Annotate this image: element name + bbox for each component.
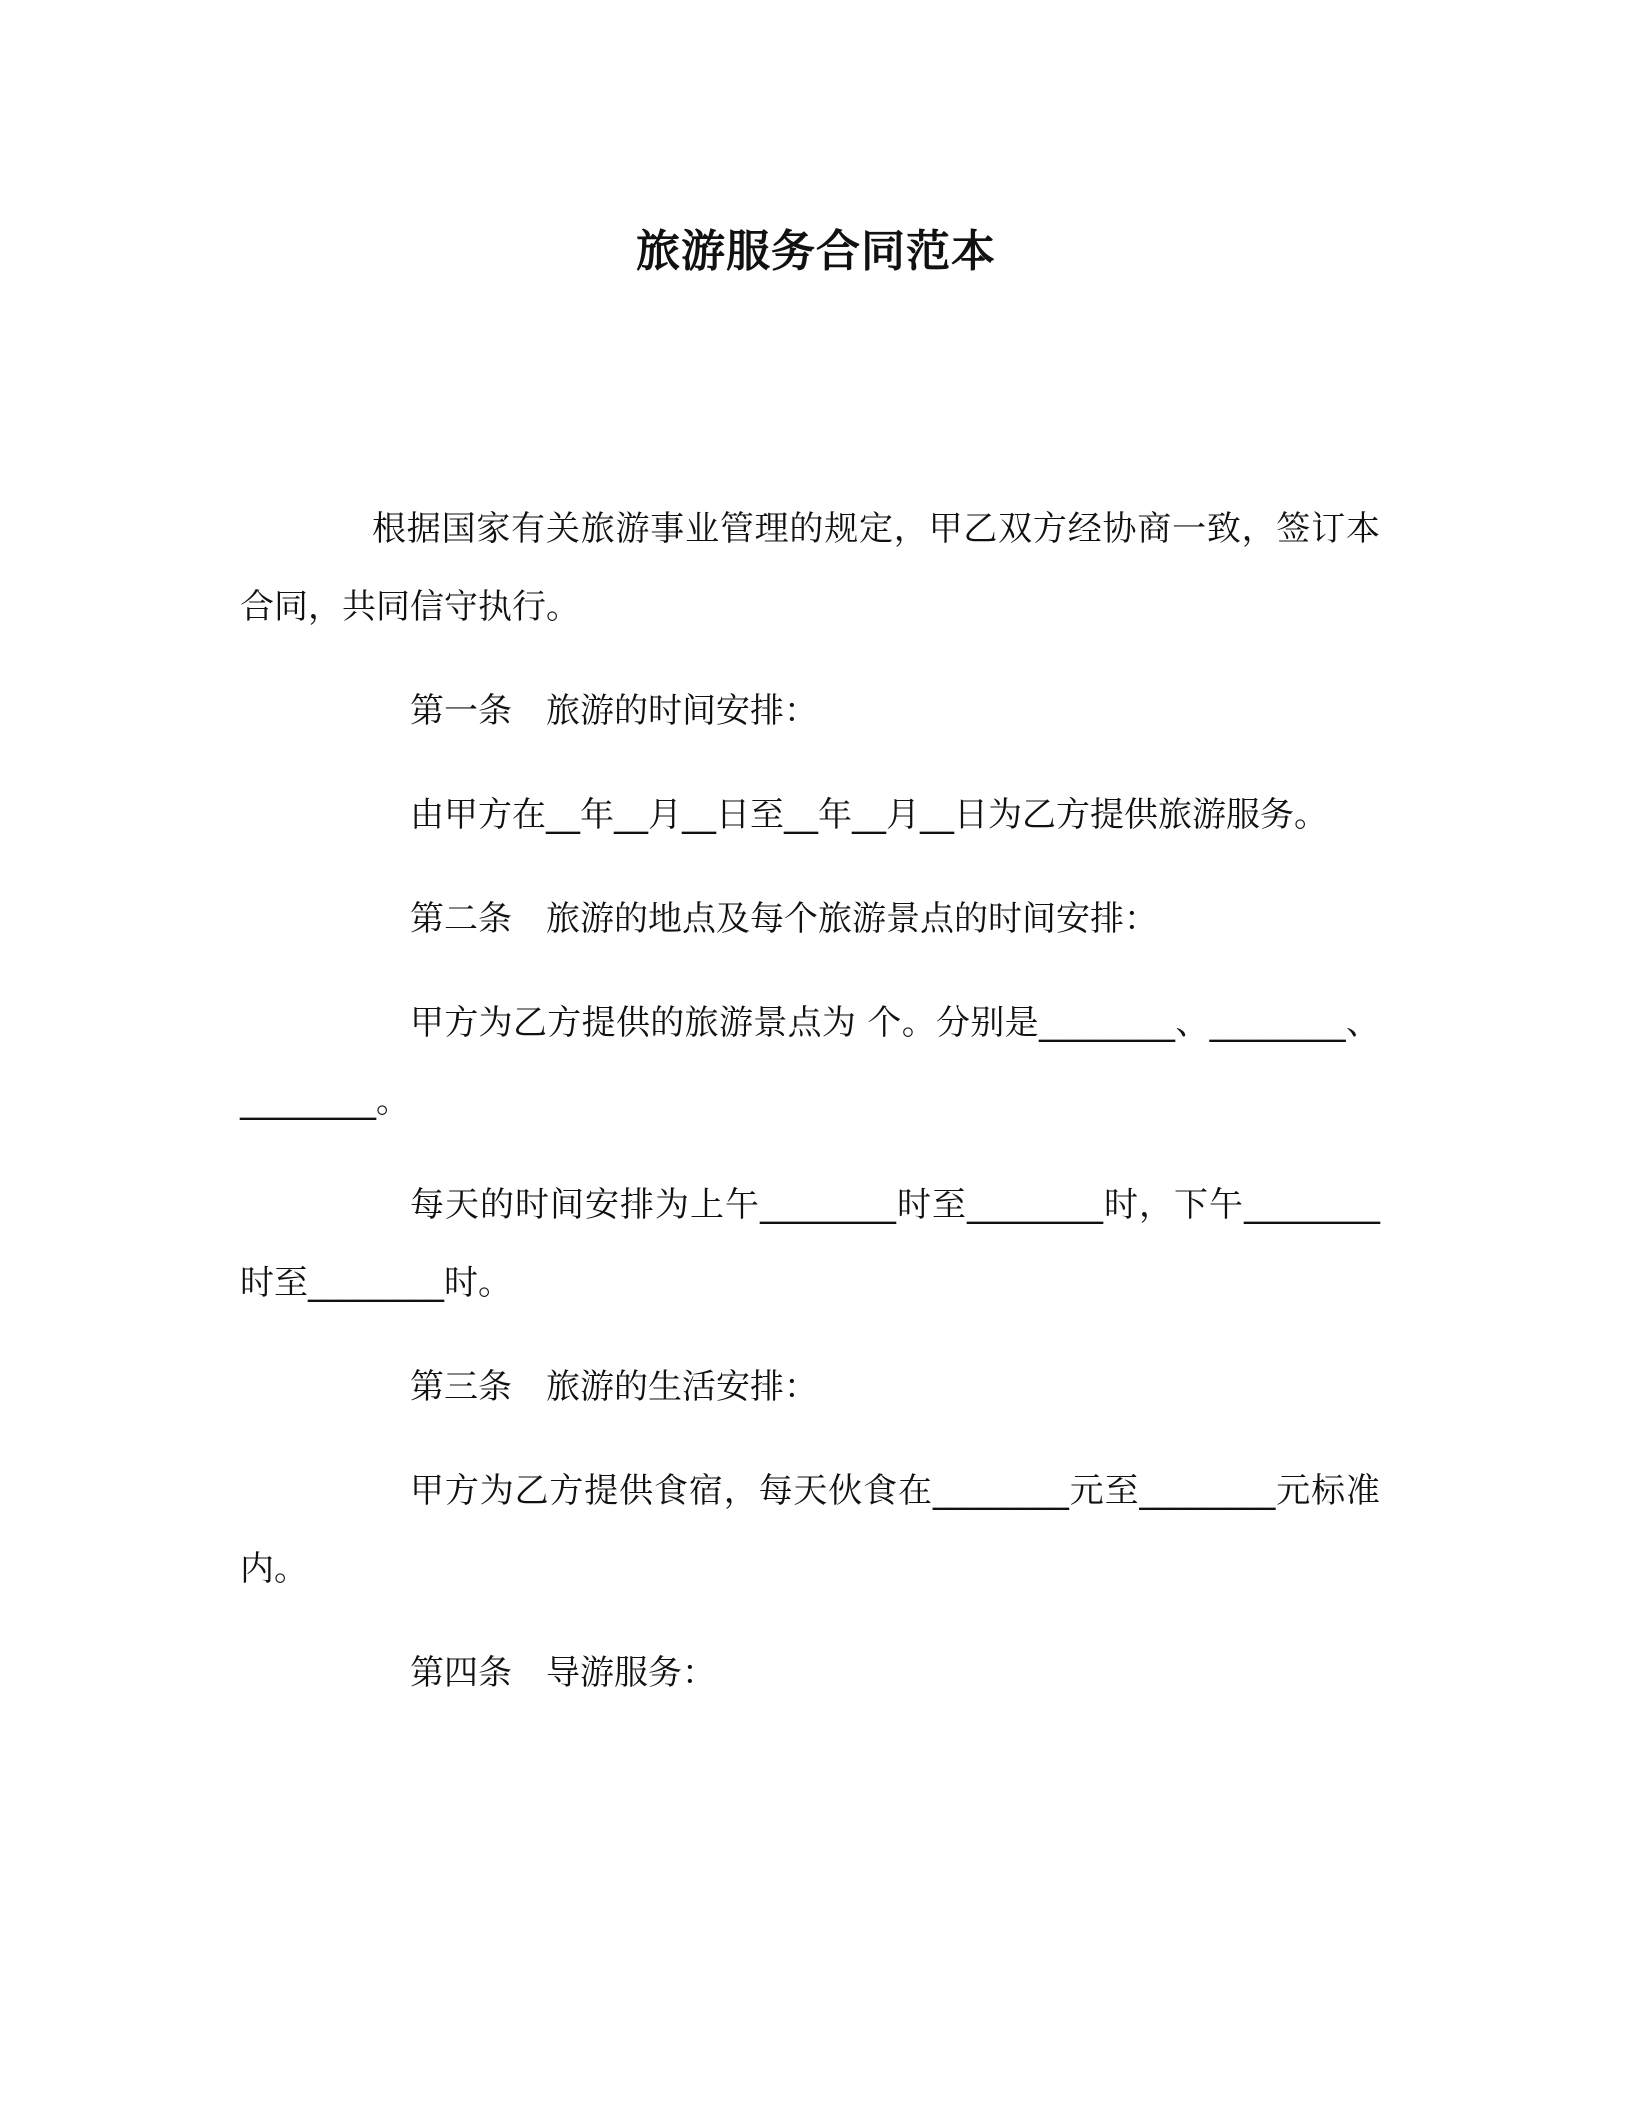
article-2-text-2: 每天的时间安排为上午________时至________时，下午________时至________时。 bbox=[240, 1185, 1380, 1303]
article-3-text: 甲方为乙方提供食宿，每天伙食在________元至________元标准内。 bbox=[240, 1471, 1380, 1589]
document-body bbox=[240, 490, 1380, 1738]
document-title: 旅游服务合同范本 bbox=[636, 226, 996, 277]
article-1-text: 由甲方在__年__月__日至__年__月__日为乙方提供旅游服务。 bbox=[410, 795, 1328, 835]
article-1-heading: 第一条 旅游的时间安排： bbox=[410, 691, 818, 731]
article-3-heading: 第三条 旅游的生活安排： bbox=[410, 1367, 818, 1407]
preamble-paragraph: 根据国家有关旅游事业管理的规定，甲乙双方经协商一致，签订本合同，共同信守执行。 bbox=[240, 509, 1380, 627]
article-2-heading: 第二条 旅游的地点及每个旅游景点的时间安排： bbox=[410, 899, 1158, 939]
article-2-text-1: 甲方为乙方提供的旅游景点为 个。分别是________、________、________。 bbox=[240, 1003, 1380, 1121]
article-4-heading: 第四条 导游服务： bbox=[410, 1653, 716, 1693]
